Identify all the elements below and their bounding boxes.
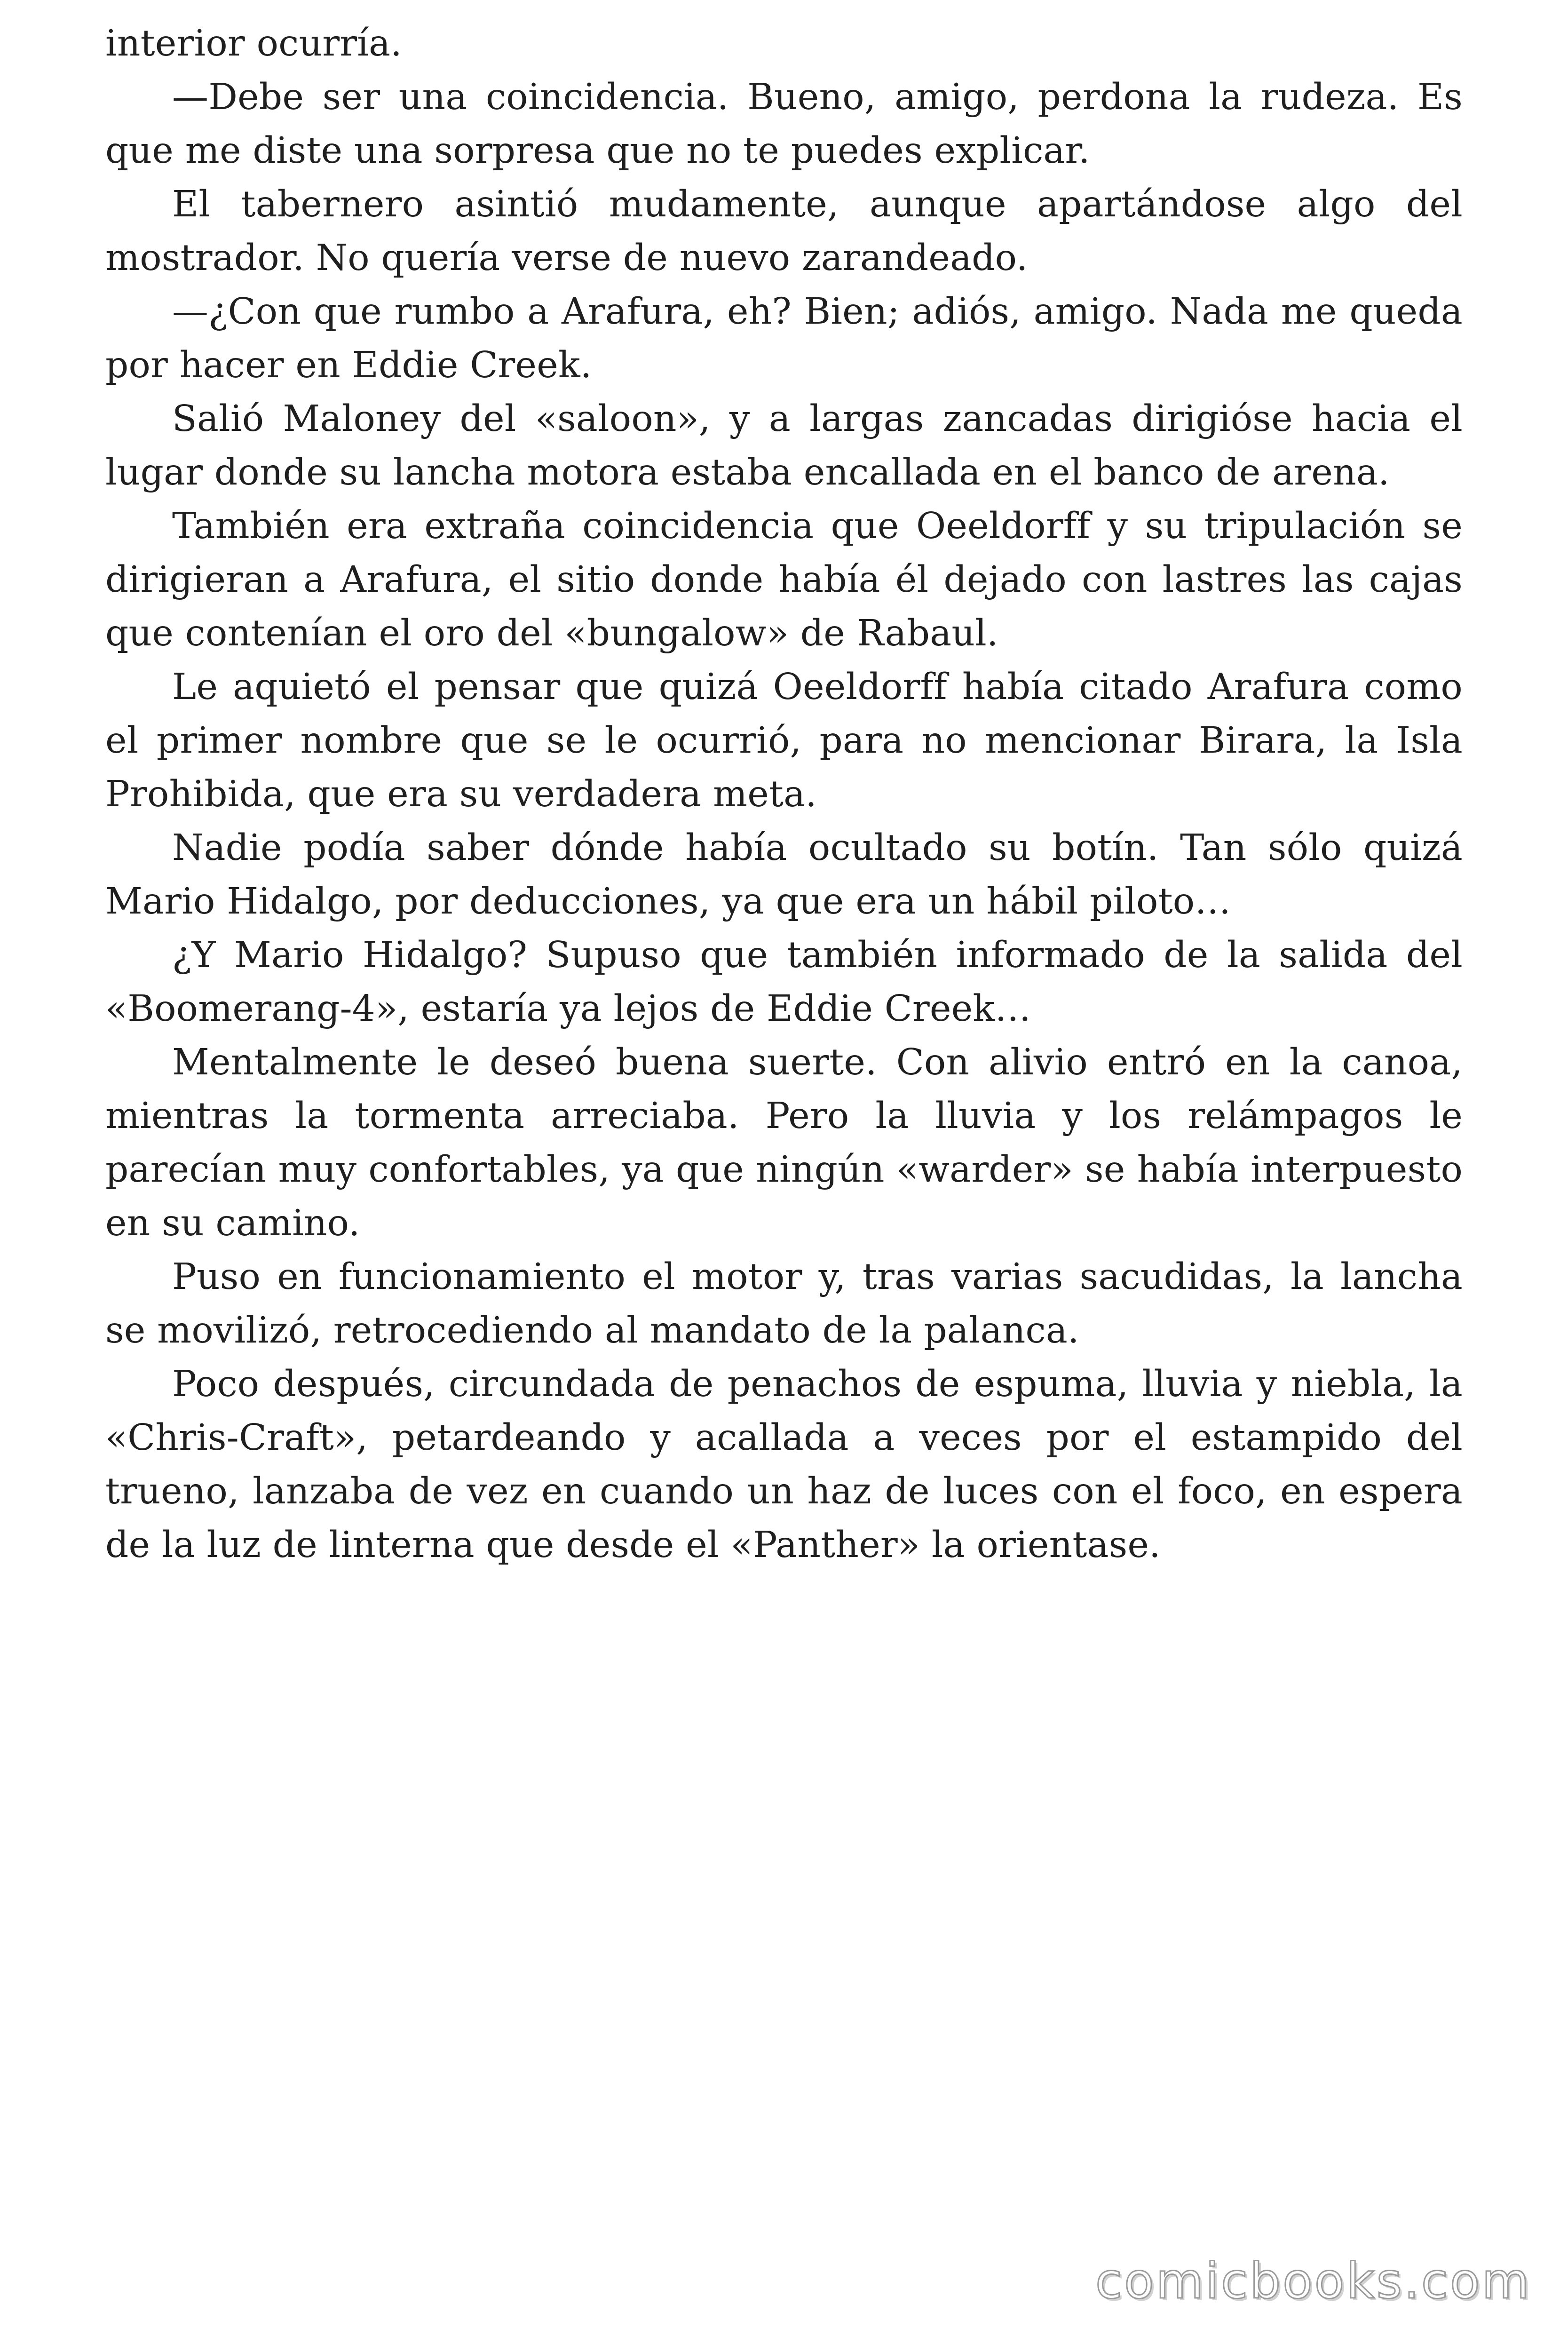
- paragraph-2: —Debe ser una coincidencia. Bueno, amigo, perdona la rudeza. Es que me diste una sorpresa que no te puedes explicar.: [105, 76, 1463, 172]
- page-text: [105, 17, 1463, 1572]
- paragraph-5: Salió Maloney del «saloon», y a largas zancadas dirigióse hacia el lugar donde su lancha motora estaba encallada en el banco de arena.: [105, 398, 1463, 493]
- paragraph-8: Nadie podía saber dónde había ocultado su botín. Tan sólo quizá Mario Hidalgo, por deducciones, ya que era un hábil piloto…: [105, 827, 1463, 922]
- paragraph-4: —¿Con que rumbo a Arafura, eh? Bien; adiós, amigo. Nada me queda por hacer en Eddie Creek.: [105, 291, 1463, 386]
- paragraph-3: El tabernero asintió mudamente, aunque apartándose algo del mostrador. No quería verse de nuevo zarandeado.: [105, 183, 1463, 279]
- paragraph-1: interior ocurría.: [105, 23, 402, 64]
- paragraph-7: Le aquietó el pensar que quizá Oeeldorff había citado Arafura como el primer nombre que se le ocurrió, para no mencionar Birara, la Isla Prohibida, que era su verdadera meta.: [105, 666, 1463, 815]
- watermark-logo: comicbooks.com: [1095, 2252, 1531, 2310]
- paragraph-6: También era extraña coincidencia que Oeeldorff y su tripulación se dirigieran a Arafura, el sitio donde había él dejado con lastres las cajas que contenían el oro del «bungalow» de Rabaul.: [105, 505, 1463, 654]
- paragraph-11: Puso en funcionamiento el motor y, tras varias sacudidas, la lancha se movilizó, retrocediendo al mandato de la palanca.: [105, 1256, 1463, 1351]
- paragraph-9: ¿Y Mario Hidalgo? Supuso que también informado de la salida del «Boomerang-4», estaría ya lejos de Eddie Creek…: [105, 934, 1463, 1030]
- paragraph-10: Mentalmente le deseó buena suerte. Con alivio entró en la canoa, mientras la tormenta arreciaba. Pero la lluvia y los relámpagos le parecían muy confortables, ya que ningún «warder» se había interpuesto en su camino.: [105, 1041, 1463, 1244]
- paragraph-12: Poco después, circundada de penachos de espuma, lluvia y niebla, la «Chris-Craft», petardeando y acallada a veces por el estampido del trueno, lanzaba de vez en cuando un haz de luces con el foco, en espera de la luz de linterna que desde el «Panther» la orientase.: [105, 1363, 1463, 1566]
